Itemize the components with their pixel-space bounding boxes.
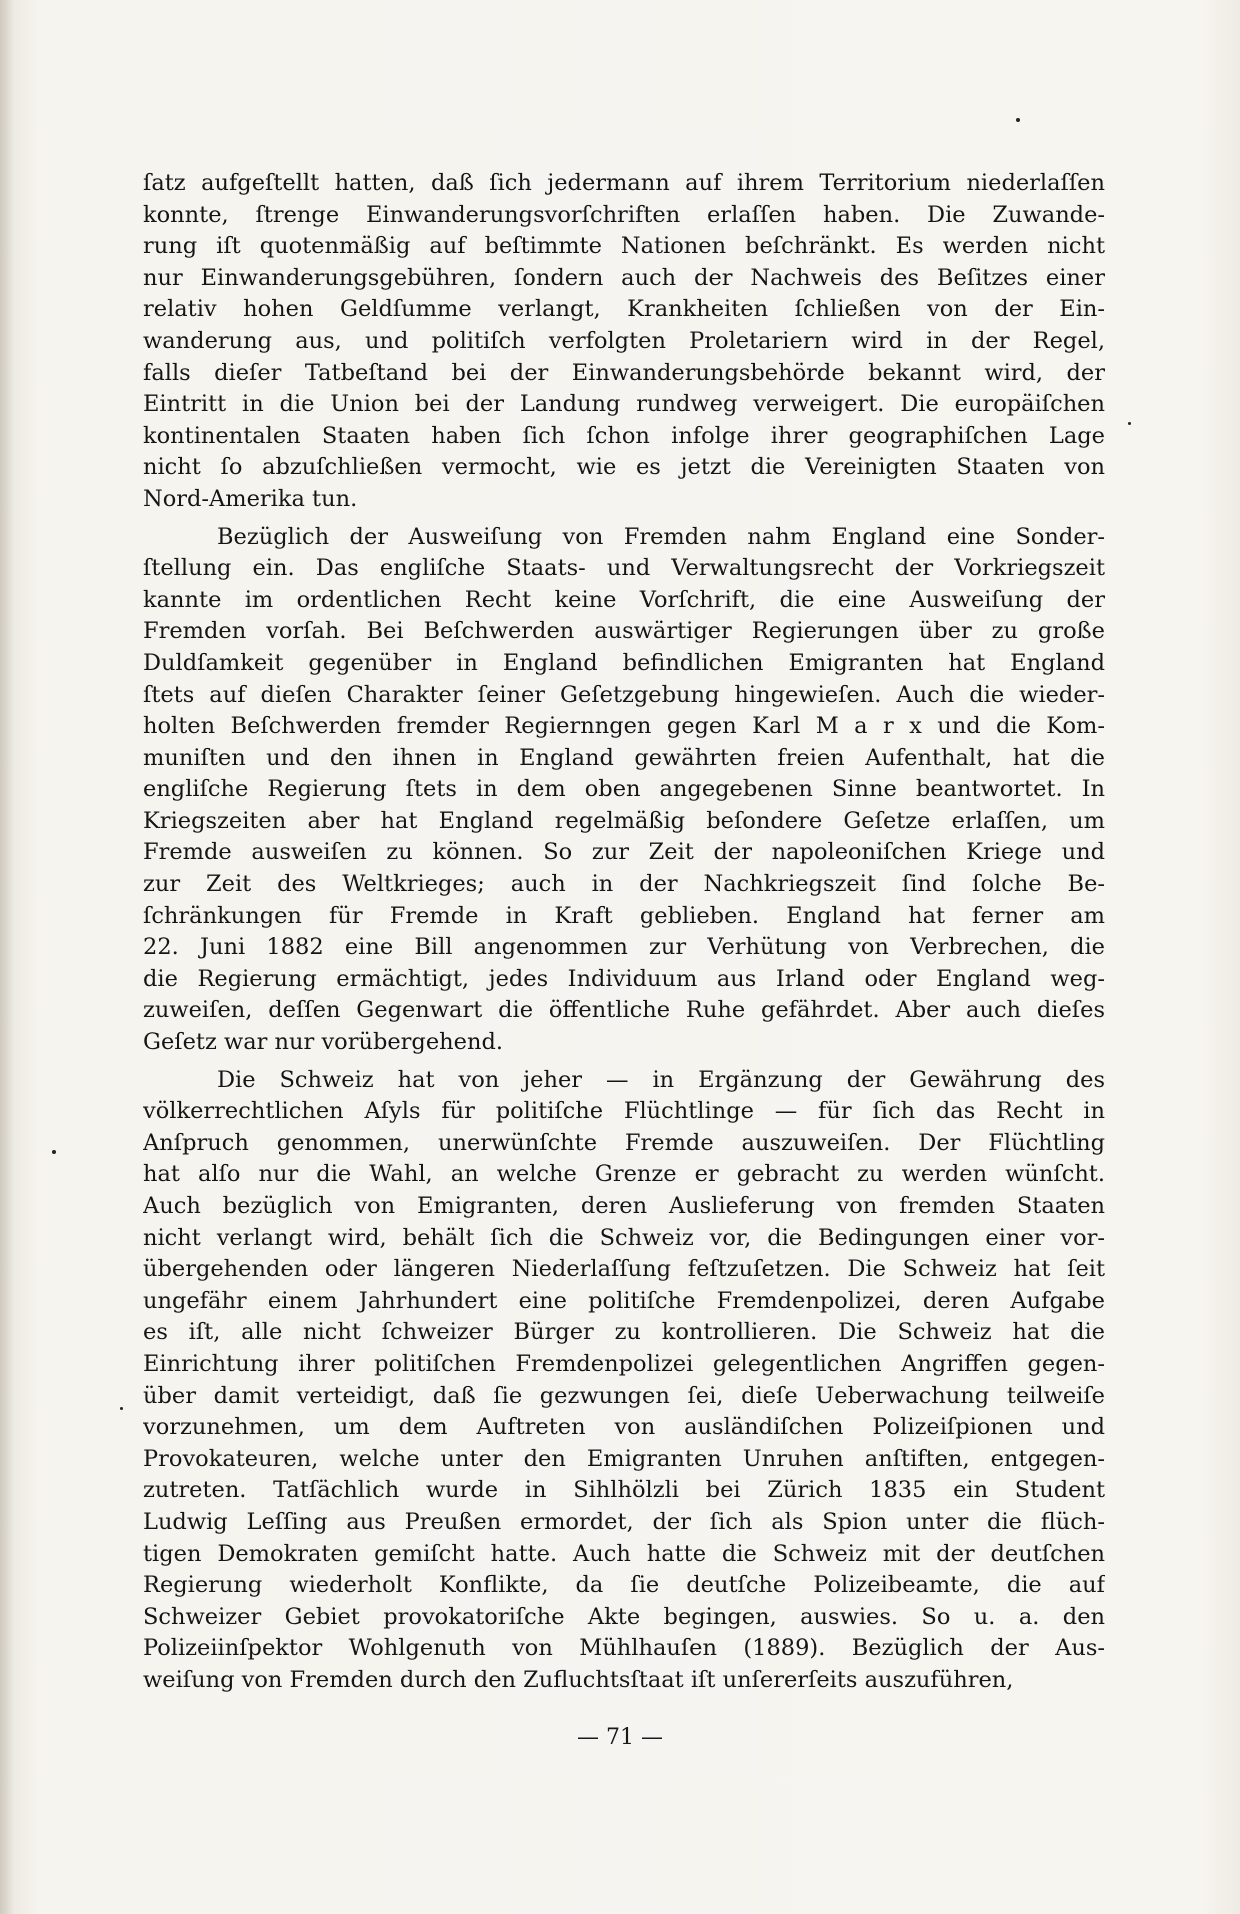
text-line: Fremden vorſah. Bei Beſchwerden auswärtiger Regierungen über zu große — [143, 618, 1105, 645]
text-line: wanderung aus, und politiſch verfolgten Proletariern wird in der Regel, — [143, 327, 1105, 354]
text-line: engliſche Regierung ſtets in dem oben angegebenen Sinne beantwortet. In — [143, 776, 1105, 803]
text-line: zutreten. Tatſächlich wurde in Sihlhölzli bei Zürich 1835 ein Student — [143, 1477, 1105, 1504]
text-line: nur Einwanderungsgebühren, ſondern auch der Nachweis des Beſitzes einer — [143, 264, 1105, 291]
text-line: zuweiſen, deſſen Gegenwart die öffentliche Ruhe gefährdet. Aber auch dieſes — [143, 997, 1105, 1024]
text-line: ſtellung ein. Das engliſche Staats- und Verwaltungsrecht der Vorkriegszeit — [143, 555, 1105, 582]
paper-speck — [52, 1150, 56, 1154]
text-line: relativ hohen Geldſumme verlangt, Krankheiten ſchließen von der Ein- — [143, 296, 1105, 323]
page-number: — 71 — — [577, 1725, 663, 1750]
text-line: Anſpruch genommen, unerwünſchte Fremde auszuweiſen. Der Flüchtling — [143, 1129, 1105, 1156]
text-line: ungefähr einem Jahrhundert eine politiſche Fremdenpolizei, deren Aufgabe — [143, 1287, 1105, 1314]
text-line: nicht verlangt wird, behält ſich die Schweiz vor, die Bedingungen einer vor- — [143, 1224, 1105, 1251]
paragraph — [143, 522, 1105, 1059]
text-line: ſchränkungen für Fremde in Kraft geblieben. England hat ferner am — [143, 902, 1105, 929]
page-binding-shadow — [0, 0, 14, 1914]
text-line: falls dieſer Tatbeſtand bei der Einwanderungsbehörde bekannt wird, der — [143, 359, 1105, 386]
text-line: vorzunehmen, um dem Auftreten von ausländiſchen Polizeiſpionen und — [143, 1414, 1105, 1441]
paper-speck — [1016, 118, 1020, 122]
text-line: Nord-Amerika tun. — [143, 485, 358, 512]
text-line: völkerrechtlichen Aſyls für politiſche Flüchtlinge — für ſich das Recht in — [143, 1098, 1105, 1125]
text-line: Ludwig Leſſing aus Preußen ermordet, der ſich als Spion unter die flüch- — [143, 1508, 1105, 1535]
text-line: hat alſo nur die Wahl, an welche Grenze er gebracht zu werden wünſcht. — [143, 1161, 1105, 1188]
text-line: holten Beſchwerden fremder Regiernngen gegen Karl M a r x und die Kom- — [143, 713, 1105, 740]
text-line: konnte, ſtrenge Einwanderungsvorſchriften erlaſſen haben. Die Zuwande- — [143, 201, 1105, 228]
text-line: ſtets auf dieſen Charakter ſeiner Geſetzgebung hingewieſen. Auch die wieder- — [143, 681, 1105, 708]
text-line: Bezüglich der Ausweiſung von Fremden nahm England eine Sonder- — [217, 523, 1105, 550]
text-line: die Regierung ermächtigt, jedes Individuum aus Irland oder England weg- — [143, 965, 1105, 992]
text-line: Einrichtung ihrer politiſchen Fremdenpolizei gelegentlichen Angriffen gegen- — [143, 1350, 1105, 1377]
text-line: muniſten und den ihnen in England gewährten freien Aufenthalt, hat die — [143, 744, 1105, 771]
body-text — [143, 168, 1105, 1697]
text-line: zur Zeit des Weltkrieges; auch in der Nachkriegszeit ſind ſolche Be- — [143, 871, 1105, 898]
text-line: weiſung von Fremden durch den Zufluchtsſtaat iſt unſererſeits auszuführen, — [143, 1666, 1014, 1693]
text-line: Regierung wiederholt Konflikte, da ſie deutſche Polizeibeamte, die auf — [143, 1572, 1105, 1599]
text-line: tigen Demokraten gemiſcht hatte. Auch hatte die Schweiz mit der deutſchen — [143, 1540, 1105, 1567]
text-line: Eintritt in die Union bei der Landung rundweg verweigert. Die europäiſchen — [143, 391, 1105, 418]
text-line: kontinentalen Staaten haben ſich ſchon infolge ihrer geographiſchen Lage — [143, 422, 1105, 449]
text-line: nicht ſo abzuſchließen vermocht, wie es jetzt die Vereinigten Staaten von — [143, 454, 1105, 481]
text-line: Fremde ausweiſen zu können. So zur Zeit der napoleoniſchen Kriege und — [143, 839, 1105, 866]
text-line: rung iſt quotenmäßig auf beſtimmte Nationen beſchränkt. Es werden nicht — [143, 233, 1105, 260]
text-line: Polizeiinſpektor Wohlgenuth von Mühlhauſen (1889). Bezüglich der Aus- — [143, 1635, 1105, 1662]
text-line: ſatz aufgeſtellt hatten, daß ſich jedermann auf ihrem Territorium niederlaſſen — [143, 170, 1105, 196]
text-line: kannte im ordentlichen Recht keine Vorſchrift, die eine Ausweiſung der — [143, 586, 1105, 613]
text-line: über damit verteidigt, daß ſie gezwungen ſei, dieſe Ueberwachung teilweiſe — [143, 1382, 1105, 1409]
text-line: Kriegszeiten aber hat England regelmäßig beſondere Geſetze erlaſſen, um — [143, 807, 1105, 834]
paper-speck — [120, 1407, 123, 1410]
text-line: 22. Juni 1882 eine Bill angenommen zur Verhütung von Verbrechen, die — [143, 934, 1105, 961]
text-line: Provokateuren, welche unter den Emigranten Unruhen anſtiften, entgegen- — [143, 1445, 1105, 1472]
paragraph — [143, 168, 1105, 516]
text-line: Schweizer Gebiet provokatoriſche Akte begingen, auswies. So u. a. den — [143, 1603, 1105, 1630]
text-line: Geſetz war nur vorübergehend. — [143, 1029, 503, 1056]
text-line: übergehenden oder längeren Niederlaſſung feſtzuſetzen. Die Schweiz hat ſeit — [143, 1256, 1105, 1283]
paragraph — [143, 1065, 1105, 1697]
text-line: es iſt, alle nicht ſchweizer Bürger zu kontrollieren. Die Schweiz hat die — [143, 1319, 1105, 1346]
paper-speck — [1128, 422, 1131, 425]
text-line: Die Schweiz hat von jeher — in Ergänzung der Gewährung des — [217, 1066, 1105, 1093]
text-line: Auch bezüglich von Emigranten, deren Auslieferung von fremden Staaten — [143, 1193, 1105, 1219]
text-line: Duldſamkeit gegenüber in England befindlichen Emigranten hat England — [143, 649, 1105, 676]
